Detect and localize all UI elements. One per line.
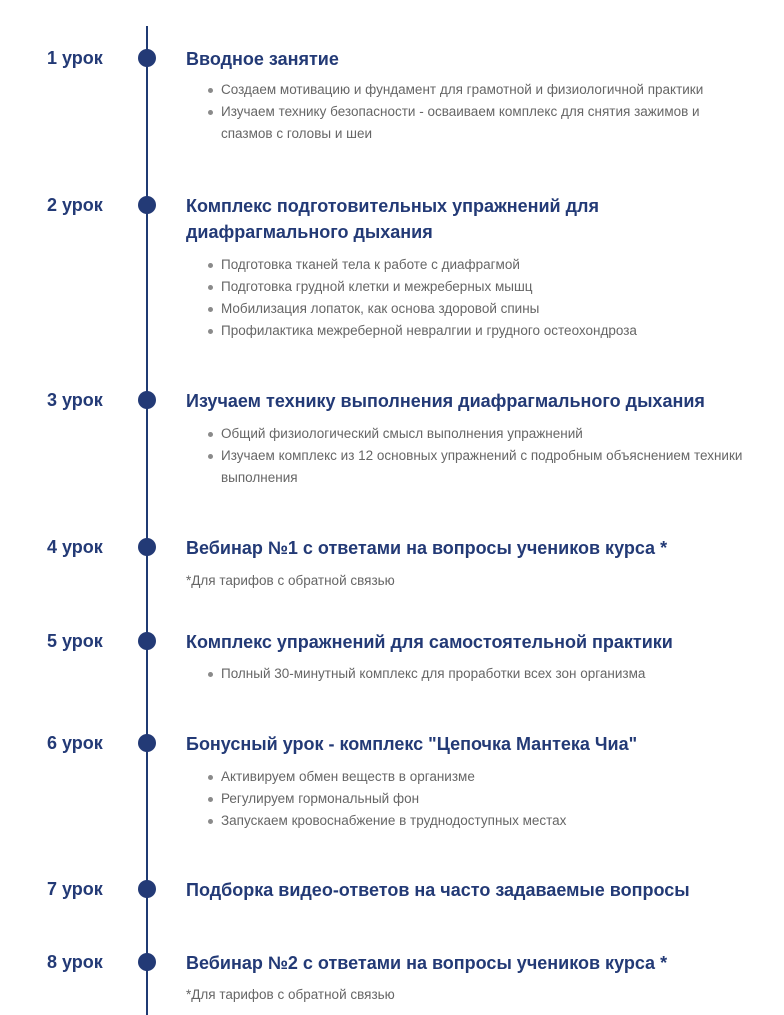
list-item: Подготовка тканей тела к работе с диафрагмой [207,254,747,276]
timeline-dot [138,196,156,214]
lesson-title: Вводное занятие [186,49,339,69]
lesson-number: 6 урок [47,733,103,753]
lesson-title: Комплекс подготовительных упражнений для диафрагмального дыхания [186,196,599,242]
lesson-title: Бонусный урок - комплекс "Цепочка Мантека Чиа" [186,734,638,754]
lesson-bullets [207,423,747,489]
list-item: Полный 30-минутный комплекс для проработки всех зон организма [207,663,747,685]
list-item: Запускаем кровоснабжение в труднодоступных местах [207,810,747,832]
tariff-note: *Для тарифов с обратной связью [186,573,395,588]
list-item: Создаем мотивацию и фундамент для грамотной и физиологичной практики [207,79,747,101]
lesson-number: 2 урок [47,195,103,215]
lesson-bullets [207,663,747,685]
lesson-title: Комплекс упражнений для самостоятельной практики [186,632,673,652]
timeline-dot [138,953,156,971]
lesson-bullets [207,766,747,832]
lesson-number: 7 урок [47,879,103,899]
list-item: Изучаем технику безопасности - осваиваем комплекс для снятия зажимов и спазмов с головы и шеи [207,101,747,145]
lesson-bullets [207,254,747,342]
lesson-number: 1 урок [47,48,103,68]
timeline-dot [138,538,156,556]
lesson-title: Вебинар №1 с ответами на вопросы учеников курса * [186,538,668,558]
lesson-number: 8 урок [47,952,103,972]
list-item: Регулируем гормональный фон [207,788,747,810]
list-item: Мобилизация лопаток, как основа здоровой спины [207,298,747,320]
lesson-number: 5 урок [47,631,103,651]
lesson-bullets [207,79,747,145]
list-item: Общий физиологический смысл выполнения упражнений [207,423,747,445]
lesson-title: Подборка видео-ответов на часто задаваемые вопросы [186,880,690,900]
lesson-title: Изучаем технику выполнения диафрагмального дыхания [186,391,705,411]
timeline-line [146,26,148,1015]
lesson-number: 3 урок [47,390,103,410]
lesson-title: Вебинар №2 с ответами на вопросы учеников курса * [186,953,668,973]
timeline-dot [138,391,156,409]
lesson-number: 4 урок [47,537,103,557]
tariff-note: *Для тарифов с обратной связью [186,987,395,1002]
timeline-dot [138,632,156,650]
timeline-dot [138,49,156,67]
list-item: Изучаем комплекс из 12 основных упражнений с подробным объяснением техники выполнения [207,445,747,489]
list-item: Профилактика межреберной невралгии и грудного остеохондроза [207,320,747,342]
timeline-dot [138,880,156,898]
timeline-dot [138,734,156,752]
list-item: Активируем обмен веществ в организме [207,766,747,788]
list-item: Подготовка грудной клетки и межреберных мышц [207,276,747,298]
